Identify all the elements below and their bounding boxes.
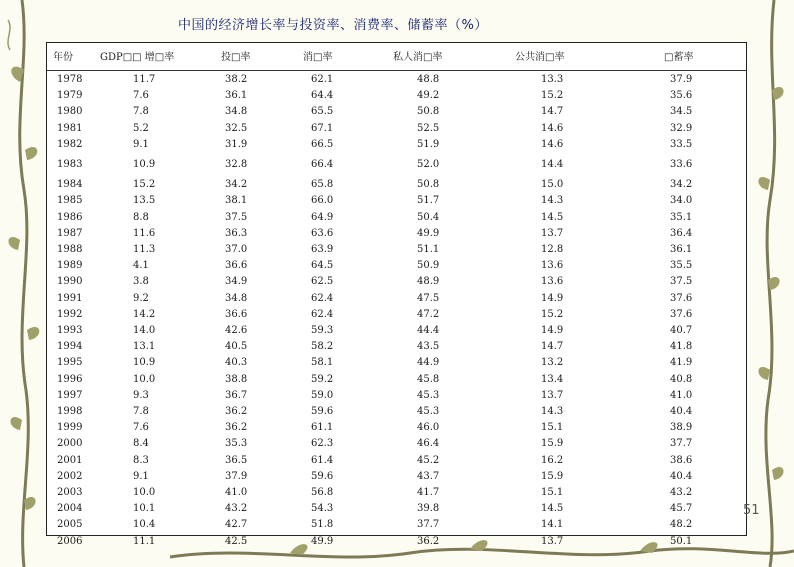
value-cell: 43.2 [225, 503, 248, 515]
year-cell: 1997 [57, 389, 83, 401]
value-cell: 34.2 [225, 179, 248, 191]
value-cell: 35.5 [670, 260, 693, 272]
value-cell: 62.3 [311, 438, 334, 450]
value-cell: 44.9 [417, 357, 440, 369]
value-cell: 34.5 [670, 106, 693, 118]
year-cell: 1995 [57, 357, 83, 369]
value-cell: 45.2 [417, 454, 440, 466]
value-cell: 13.5 [133, 195, 156, 207]
table-row [47, 356, 746, 369]
value-cell: 37.9 [225, 470, 248, 482]
table-row [47, 243, 746, 256]
value-cell: 36.1 [670, 244, 693, 255]
value-cell: 15.2 [133, 179, 156, 191]
value-cell: 66.5 [311, 138, 334, 150]
value-cell: 37.5 [670, 276, 693, 288]
page-number: 51 [743, 503, 760, 518]
year-cell: 1985 [57, 195, 83, 207]
vine-decoration-left [0, 0, 48, 567]
value-cell: 66.0 [311, 195, 334, 207]
table-row [47, 518, 746, 531]
value-cell: 62.4 [311, 292, 334, 304]
value-cell: 37.7 [670, 438, 693, 450]
value-cell: 48.2 [670, 519, 693, 531]
year-cell: 1992 [57, 308, 83, 320]
value-cell: 59.6 [311, 470, 334, 482]
value-cell: 14.9 [541, 292, 564, 304]
value-cell: 49.9 [311, 535, 334, 547]
table-row [47, 308, 746, 321]
value-cell: 7.8 [133, 106, 149, 118]
table-row [47, 158, 746, 171]
value-cell: 31.9 [225, 138, 248, 150]
table-row [47, 292, 746, 305]
value-cell: 14.0 [133, 325, 156, 336]
value-cell: 37.9 [670, 74, 693, 85]
value-cell: 7.6 [133, 90, 149, 102]
value-cell: 64.9 [311, 211, 334, 223]
table-row [47, 502, 746, 515]
value-cell: 63.6 [311, 227, 334, 239]
value-cell: 14.2 [133, 308, 156, 320]
value-cell: 12.8 [541, 244, 564, 255]
table-row [47, 405, 746, 418]
value-cell: 37.7 [417, 519, 440, 531]
value-cell: 11.1 [133, 535, 156, 547]
column-header: □蓄率 [664, 52, 694, 63]
value-cell: 49.2 [417, 90, 440, 102]
vine-decoration-right [748, 0, 794, 567]
year-cell: 1994 [57, 341, 83, 353]
data-table [46, 42, 747, 547]
table-row [47, 275, 746, 288]
table-row [47, 259, 746, 272]
value-cell: 13.7 [541, 227, 564, 239]
value-cell: 62.4 [311, 308, 334, 320]
value-cell: 32.5 [225, 122, 248, 134]
value-cell: 14.7 [541, 341, 564, 353]
value-cell: 36.4 [670, 227, 693, 239]
value-cell: 13.7 [541, 389, 564, 401]
value-cell: 67.1 [311, 122, 334, 134]
value-cell: 41.8 [670, 341, 693, 353]
value-cell: 13.7 [541, 535, 564, 547]
value-cell: 61.1 [311, 422, 334, 434]
value-cell: 47.2 [417, 308, 440, 320]
table-row [47, 470, 746, 483]
year-cell: 2000 [57, 438, 83, 450]
value-cell: 9.1 [133, 470, 149, 482]
value-cell: 15.2 [541, 90, 564, 102]
value-cell: 14.7 [541, 106, 564, 118]
value-cell: 52.5 [417, 122, 440, 134]
year-cell: 1986 [57, 211, 83, 223]
value-cell: 38.8 [225, 373, 248, 385]
value-cell: 34.8 [225, 106, 248, 118]
value-cell: 65.8 [311, 179, 334, 191]
value-cell: 41.0 [670, 389, 693, 401]
value-cell: 41.0 [225, 487, 248, 498]
value-cell: 44.4 [417, 325, 440, 336]
table-row [47, 138, 746, 151]
value-cell: 47.5 [417, 292, 440, 304]
value-cell: 48.9 [417, 276, 440, 288]
value-cell: 14.5 [541, 503, 564, 515]
year-cell: 2001 [57, 454, 83, 466]
table-row [47, 486, 746, 499]
value-cell: 51.9 [417, 138, 440, 150]
column-header: 消□率 [303, 52, 333, 63]
value-cell: 14.5 [541, 211, 564, 223]
value-cell: 36.2 [225, 422, 248, 434]
table-header [47, 43, 746, 71]
value-cell: 10.1 [133, 503, 156, 515]
value-cell: 65.5 [311, 106, 334, 118]
value-cell: 37.6 [670, 308, 693, 320]
value-cell: 34.8 [225, 292, 248, 304]
value-cell: 52.0 [417, 159, 440, 170]
value-cell: 43.5 [417, 341, 440, 353]
value-cell: 42.5 [225, 535, 248, 547]
table-row [47, 122, 746, 135]
value-cell: 36.7 [225, 389, 248, 401]
year-cell: 1998 [57, 406, 83, 417]
value-cell: 35.3 [225, 438, 248, 450]
value-cell: 9.2 [133, 292, 149, 304]
value-cell: 15.9 [541, 470, 564, 482]
table-row [47, 437, 746, 450]
year-cell: 2006 [57, 535, 83, 547]
value-cell: 13.3 [541, 74, 564, 85]
value-cell: 8.4 [133, 438, 149, 450]
value-cell: 59.6 [311, 406, 334, 417]
value-cell: 33.6 [670, 159, 693, 170]
value-cell: 61.4 [311, 454, 334, 466]
value-cell: 36.5 [225, 454, 248, 466]
value-cell: 46.4 [417, 438, 440, 450]
value-cell: 10.0 [133, 487, 156, 498]
year-cell: 1979 [57, 90, 83, 102]
value-cell: 46.0 [417, 422, 440, 434]
value-cell: 42.6 [225, 325, 248, 336]
value-cell: 35.1 [670, 211, 693, 223]
value-cell: 40.8 [670, 373, 693, 385]
value-cell: 3.8 [133, 276, 149, 288]
value-cell: 14.3 [541, 195, 564, 207]
value-cell: 15.9 [541, 438, 564, 450]
value-cell: 49.9 [417, 227, 440, 239]
value-cell: 32.8 [225, 159, 248, 170]
value-cell: 13.4 [541, 373, 564, 385]
value-cell: 10.0 [133, 373, 156, 385]
year-cell: 1996 [57, 373, 83, 385]
year-cell: 2003 [57, 487, 83, 498]
value-cell: 11.3 [133, 244, 156, 255]
value-cell: 36.2 [225, 406, 248, 417]
value-cell: 14.6 [541, 122, 564, 134]
value-cell: 11.7 [133, 74, 156, 85]
value-cell: 42.7 [225, 519, 248, 531]
value-cell: 40.4 [670, 406, 693, 417]
value-cell: 59.0 [311, 389, 334, 401]
value-cell: 14.6 [541, 138, 564, 150]
year-cell: 1978 [57, 74, 83, 85]
value-cell: 58.1 [311, 357, 334, 369]
year-cell: 1987 [57, 227, 83, 239]
value-cell: 40.7 [670, 325, 693, 336]
table-row [47, 211, 746, 224]
value-cell: 34.9 [225, 276, 248, 288]
value-cell: 14.1 [541, 519, 564, 531]
value-cell: 4.1 [133, 260, 149, 272]
year-cell: 1982 [57, 138, 83, 150]
value-cell: 8.8 [133, 211, 149, 223]
year-cell: 1983 [57, 159, 83, 170]
value-cell: 33.5 [670, 138, 693, 150]
value-cell: 15.2 [541, 308, 564, 320]
value-cell: 38.2 [225, 74, 248, 85]
value-cell: 13.2 [541, 357, 564, 369]
table-row [47, 389, 746, 402]
value-cell: 50.8 [417, 106, 440, 118]
value-cell: 13.6 [541, 260, 564, 272]
value-cell: 48.8 [417, 74, 440, 85]
value-cell: 10.9 [133, 357, 156, 369]
value-cell: 41.7 [417, 487, 440, 498]
value-cell: 36.6 [225, 260, 248, 272]
value-cell: 59.3 [311, 325, 334, 336]
value-cell: 36.3 [225, 227, 248, 239]
value-cell: 10.4 [133, 519, 156, 531]
value-cell: 56.8 [311, 487, 334, 498]
table-row [47, 340, 746, 353]
column-header: 私人消□率 [393, 52, 443, 63]
year-cell: 1988 [57, 244, 83, 255]
value-cell: 36.2 [417, 535, 440, 547]
value-cell: 58.2 [311, 341, 334, 353]
table-row [47, 324, 746, 337]
value-cell: 50.9 [417, 260, 440, 272]
value-cell: 9.3 [133, 389, 149, 401]
value-cell: 39.8 [417, 503, 440, 515]
value-cell: 15.1 [541, 487, 564, 498]
value-cell: 13.6 [541, 276, 564, 288]
value-cell: 10.9 [133, 159, 156, 170]
year-cell: 1990 [57, 276, 83, 288]
value-cell: 7.8 [133, 406, 149, 417]
value-cell: 37.6 [670, 292, 693, 304]
value-cell: 5.2 [133, 122, 149, 134]
value-cell: 38.1 [225, 195, 248, 207]
table-row [47, 227, 746, 240]
column-header: GDP□□ 增□率 [100, 52, 175, 63]
year-cell: 2002 [57, 470, 83, 482]
value-cell: 35.6 [670, 90, 693, 102]
value-cell: 54.3 [311, 503, 334, 515]
value-cell: 59.2 [311, 373, 334, 385]
value-cell: 36.1 [225, 90, 248, 102]
table-row [47, 105, 746, 118]
value-cell: 37.0 [225, 244, 248, 255]
value-cell: 51.1 [417, 244, 440, 255]
year-cell: 1999 [57, 422, 83, 434]
value-cell: 50.4 [417, 211, 440, 223]
year-cell: 2005 [57, 519, 83, 531]
year-cell: 1984 [57, 179, 83, 191]
value-cell: 37.5 [225, 211, 248, 223]
table-row [47, 454, 746, 467]
value-cell: 38.6 [670, 454, 693, 466]
table-row [47, 373, 746, 386]
value-cell: 14.4 [541, 159, 564, 170]
value-cell: 11.6 [133, 227, 156, 239]
year-cell: 1993 [57, 325, 83, 336]
table-row [47, 73, 746, 86]
year-cell: 1980 [57, 106, 83, 118]
value-cell: 43.2 [670, 487, 693, 498]
value-cell: 51.8 [311, 519, 334, 531]
year-cell: 1981 [57, 122, 83, 134]
year-cell: 1989 [57, 260, 83, 272]
value-cell: 63.9 [311, 244, 334, 255]
value-cell: 40.5 [225, 341, 248, 353]
value-cell: 8.3 [133, 454, 149, 466]
table-row [47, 535, 746, 548]
value-cell: 32.9 [670, 122, 693, 134]
column-header: 投□率 [221, 52, 251, 63]
value-cell: 51.7 [417, 195, 440, 207]
value-cell: 45.3 [417, 389, 440, 401]
column-header: 公共消□率 [515, 52, 565, 63]
value-cell: 14.3 [541, 406, 564, 417]
value-cell: 40.4 [670, 470, 693, 482]
value-cell: 7.6 [133, 422, 149, 434]
table-row [47, 178, 746, 191]
table-row [47, 194, 746, 207]
value-cell: 15.0 [541, 179, 564, 191]
value-cell: 9.1 [133, 138, 149, 150]
page-title: 中国的经济增长率与投资率、消费率、储蓄率（%） [178, 18, 488, 33]
value-cell: 62.1 [311, 74, 334, 85]
value-cell: 45.7 [670, 503, 693, 515]
value-cell: 34.2 [670, 179, 693, 191]
value-cell: 16.2 [541, 454, 564, 466]
value-cell: 38.9 [670, 422, 693, 434]
value-cell: 50.8 [417, 179, 440, 191]
value-cell: 64.4 [311, 90, 334, 102]
value-cell: 14.9 [541, 325, 564, 336]
value-cell: 36.6 [225, 308, 248, 320]
value-cell: 45.3 [417, 406, 440, 417]
value-cell: 43.7 [417, 470, 440, 482]
table-row [47, 421, 746, 434]
year-cell: 1991 [57, 292, 83, 304]
value-cell: 64.5 [311, 260, 334, 272]
value-cell: 13.1 [133, 341, 156, 353]
value-cell: 50.1 [670, 535, 693, 547]
value-cell: 15.1 [541, 422, 564, 434]
value-cell: 34.0 [670, 195, 693, 207]
value-cell: 66.4 [311, 159, 334, 170]
value-cell: 62.5 [311, 276, 334, 288]
value-cell: 41.9 [670, 357, 693, 369]
table-row [47, 89, 746, 102]
year-cell: 2004 [57, 503, 83, 515]
value-cell: 40.3 [225, 357, 248, 369]
value-cell: 45.8 [417, 373, 440, 385]
column-header: 年份 [53, 52, 73, 63]
